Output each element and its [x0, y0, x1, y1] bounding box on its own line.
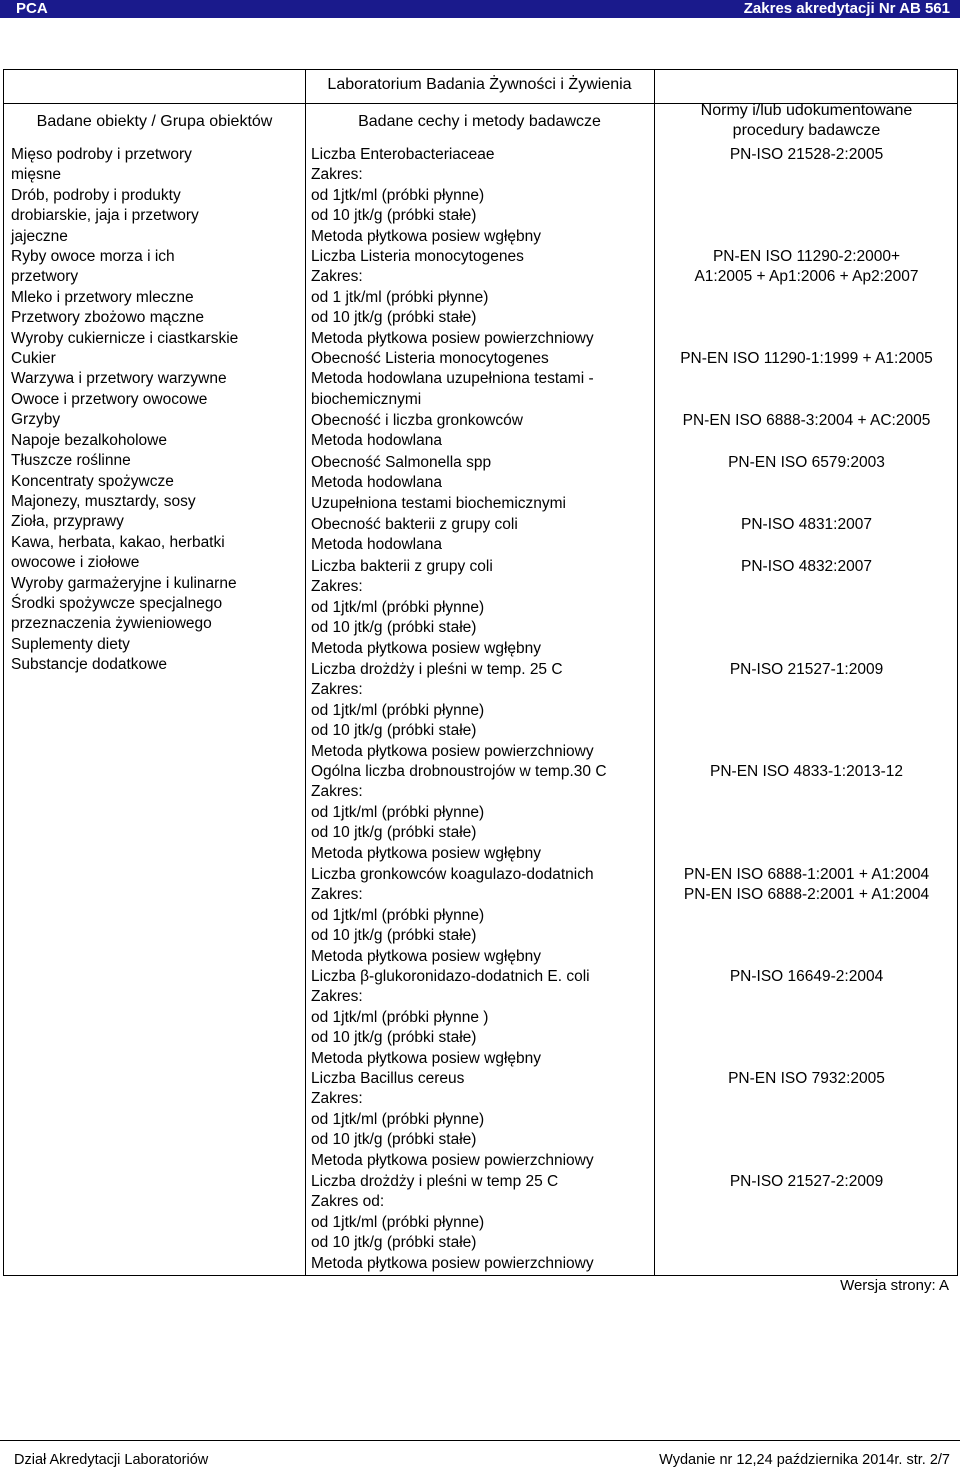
norm-cell: [654, 557, 959, 577]
method-line: od 10 jtk/g (próbki stałe): [311, 309, 477, 327]
method-line: od 1jtk/ml (próbki płynne): [311, 803, 485, 821]
method-line: Metoda płytkowa posiew wgłębny: [311, 844, 542, 862]
method-line: od 1jtk/ml (próbki płynne): [311, 598, 485, 616]
object-item: Tłuszcze roślinne: [11, 452, 131, 470]
object-item: Kawa, herbata, kakao, herbatki: [11, 533, 225, 551]
object-item: Owoce i przetwory owocowe: [11, 390, 208, 408]
method-line: od 10 jtk/g (próbki stałe): [311, 1131, 477, 1149]
method-line: od 1jtk/ml (próbki płynne): [311, 906, 485, 924]
norm-line: PN-EN ISO 6888-3:2004 + AC:2005: [682, 412, 931, 429]
method-line: od 10 jtk/g (próbki stałe): [311, 927, 477, 945]
method-cell: [311, 453, 566, 514]
norm-line: PN-ISO 4832:2007: [741, 558, 872, 575]
method-line: Metoda płytkowa posiew wgłębny: [311, 227, 542, 245]
object-item: Środki spożywcze specjalnego: [11, 594, 223, 612]
method-line: Zakres:: [311, 166, 363, 184]
method-cell: [311, 762, 607, 864]
method-line: od 1jtk/ml (próbki płynne): [311, 186, 485, 204]
method-line: od 10 jtk/g (próbki stałe): [311, 207, 477, 225]
norm-cell: [654, 411, 959, 431]
norm-line: A1:2005 + Ap1:2006 + Ap2:2007: [694, 268, 919, 286]
method-title: Liczba drożdży i pleśni w temp. 25 C: [311, 661, 563, 678]
method-title: Obecność i liczba gronkowców: [311, 412, 523, 429]
object-item: Wyroby garmażeryjne i kulinarne: [11, 574, 237, 592]
method-line: od 1jtk/ml (próbki płynne ): [311, 1008, 489, 1026]
method-cell: [311, 865, 594, 967]
norm-line: PN-ISO 4831:2007: [741, 516, 872, 533]
objects-list: [11, 145, 238, 676]
object-item: Napoje bezalkoholowe: [11, 431, 167, 449]
method-line: Zakres od:: [311, 1193, 385, 1211]
footer-divider: [0, 1440, 960, 1441]
method-title: Liczba Bacillus cereus: [311, 1070, 465, 1087]
header-left: PCA: [16, 0, 48, 17]
norm-cell: [654, 515, 959, 535]
method-line: Zakres:: [311, 988, 363, 1006]
object-item: Cukier: [11, 350, 56, 368]
norm-cell: [654, 1172, 959, 1192]
method-line: Zakres:: [311, 886, 363, 904]
method-line: od 1jtk/ml (próbki płynne): [311, 1213, 485, 1231]
object-item: Drób, podroby i produkty: [11, 186, 181, 204]
method-cell: [311, 411, 523, 452]
method-line: biochemicznymi: [311, 390, 422, 408]
method-line: Uzupełniona testami biochemicznymi: [311, 494, 567, 512]
method-title: Obecność Listeria monocytogenes: [311, 350, 549, 367]
method-line: Metoda hodowlana: [311, 474, 442, 492]
object-item: drobiarskie, jaja i przetwory: [11, 207, 199, 225]
norm-line: PN-EN ISO 4833-1:2013-12: [710, 763, 903, 780]
object-item: Zioła, przyprawy: [11, 513, 124, 531]
norm-cell: [654, 349, 959, 369]
object-item: Przetwory zbożowo mączne: [11, 309, 204, 327]
norm-line: PN-EN ISO 6888-1:2001 + A1:2004: [683, 866, 930, 883]
norm-cell: [654, 145, 959, 165]
object-item: Majonezy, musztardy, sosy: [11, 492, 196, 510]
norm-line: PN-ISO 21527-1:2009: [729, 661, 884, 678]
method-line: od 10 jtk/g (próbki stałe): [311, 1234, 477, 1252]
method-line: Metoda hodowlana uzupełniona testami -: [311, 370, 594, 388]
method-line: Metoda płytkowa posiew powierzchniowy: [311, 1151, 594, 1169]
column-header-methods: Badane cechy i metody badawcze: [358, 113, 601, 130]
method-line: Zakres:: [311, 681, 363, 699]
method-cell: [311, 1172, 594, 1274]
method-title: Liczba β-glukoronidazo-dodatnich E. coli: [311, 968, 590, 985]
method-line: od 10 jtk/g (próbki stałe): [311, 824, 477, 842]
method-cell: [311, 967, 590, 1069]
method-line: Metoda płytkowa posiew powierzchniowy: [311, 1254, 594, 1272]
header-right: Zakres akredytacji Nr AB 561: [743, 0, 950, 17]
method-line: od 10 jtk/g (próbki stałe): [311, 722, 477, 740]
object-item: przetwory: [11, 268, 79, 286]
method-line: Metoda płytkowa posiew wgłębny: [311, 947, 542, 965]
norm-cell: [654, 865, 959, 906]
method-title: Liczba drożdży i pleśni w temp 25 C: [311, 1173, 559, 1190]
method-title: Liczba gronkowców koagulazo-dodatnich: [311, 866, 594, 883]
method-line: od 1jtk/ml (próbki płynne): [311, 1110, 485, 1128]
header-bar: [0, 0, 960, 18]
object-item: Suplementy diety: [11, 635, 130, 653]
object-item: Substancje dodatkowe: [11, 656, 167, 674]
norm-cell: [654, 762, 959, 782]
norm-line: PN-ISO 21528-2:2005: [729, 146, 884, 163]
footer-right: Wydanie nr 12,24 października 2014r. str. 2/7: [659, 1452, 950, 1468]
object-item: Mleko i przetwory mleczne: [11, 288, 194, 306]
method-line: Zakres:: [311, 783, 363, 801]
method-cell: [311, 145, 541, 247]
method-line: od 10 jtk/g (próbki stałe): [311, 619, 477, 637]
method-cell: [311, 349, 594, 410]
norm-line: PN-ISO 16649-2:2004: [729, 968, 884, 985]
norm-cell: [654, 1069, 959, 1089]
object-item: przeznaczenia żywieniowego: [11, 615, 212, 633]
method-title: Ogólna liczba drobnoustrojów w temp.30 C: [311, 763, 607, 780]
column-header-norms-line1: Normy i/lub udokumentowane: [700, 102, 913, 119]
object-item: mięsne: [11, 166, 61, 184]
method-cell: [311, 247, 594, 349]
lab-title: Laboratorium Badania Żywności i Żywienia: [327, 76, 632, 93]
footer-left: Dział Akredytacji Laboratoriów: [14, 1452, 209, 1468]
column-divider: [305, 70, 306, 1275]
norm-cell: [654, 967, 959, 987]
norm-line: PN-EN ISO 11290-2:2000+: [712, 248, 901, 265]
object-item: owocowe i ziołowe: [11, 554, 140, 572]
norm-line: PN-EN ISO 11290-1:1999 + A1:2005: [680, 350, 933, 367]
object-item: Grzyby: [11, 411, 61, 429]
object-item: jajeczne: [11, 227, 68, 245]
norm-line: PN-EN ISO 6888-2:2001 + A1:2004: [683, 886, 930, 904]
method-line: Metoda płytkowa posiew wgłębny: [311, 639, 542, 657]
norm-line: PN-EN ISO 6579:2003: [728, 454, 885, 471]
method-line: Zakres:: [311, 1090, 363, 1108]
page-version: Wersja strony: A: [840, 1277, 949, 1294]
method-line: od 1jtk/ml (próbki płynne): [311, 701, 485, 719]
method-cell: [311, 557, 541, 659]
method-line: od 1 jtk/ml (próbki płynne): [311, 288, 489, 306]
norm-line: PN-ISO 21527-2:2009: [729, 1173, 884, 1190]
method-line: Zakres:: [311, 578, 363, 596]
method-line: Metoda płytkowa posiew wgłębny: [311, 1049, 542, 1067]
accreditation-table: [3, 69, 958, 1276]
method-line: od 10 jtk/g (próbki stałe): [311, 1029, 477, 1047]
norm-cell: [654, 453, 959, 473]
object-item: Mięso podroby i przetwory: [11, 146, 192, 163]
method-cell: [311, 660, 594, 762]
method-title: Liczba bakterii z grupy coli: [311, 558, 493, 575]
method-line: Metoda hodowlana: [311, 432, 442, 450]
method-line: Metoda płytkowa posiew powierzchniowy: [311, 742, 594, 760]
method-line: Metoda płytkowa posiew powierzchniowy: [311, 329, 594, 347]
method-title: Obecność Salmonella spp: [311, 454, 492, 471]
method-cell: [311, 515, 518, 556]
object-item: Warzywa i przetwory warzywne: [11, 370, 227, 388]
method-title: Obecność bakterii z grupy coli: [311, 516, 518, 533]
column-header-objects: Badane obiekty / Grupa obiektów: [36, 113, 273, 130]
norm-cell: [654, 247, 959, 288]
method-title: Liczba Listeria monocytogenes: [311, 248, 524, 265]
column-header-norms: [654, 101, 959, 141]
method-line: Metoda hodowlana: [311, 536, 442, 554]
column-header-norms-line2: procedury badawcze: [732, 122, 881, 139]
method-line: Zakres:: [311, 268, 363, 286]
object-item: Wyroby cukiernicze i ciastkarskie: [11, 329, 239, 347]
object-item: Koncentraty spożywcze: [11, 472, 174, 490]
norm-cell: [654, 660, 959, 680]
norm-line: PN-EN ISO 7932:2005: [728, 1070, 885, 1087]
method-cell: [311, 1069, 594, 1171]
object-item: Ryby owoce morza i ich: [11, 248, 175, 266]
method-title: Liczba Enterobacteriaceae: [311, 146, 495, 163]
